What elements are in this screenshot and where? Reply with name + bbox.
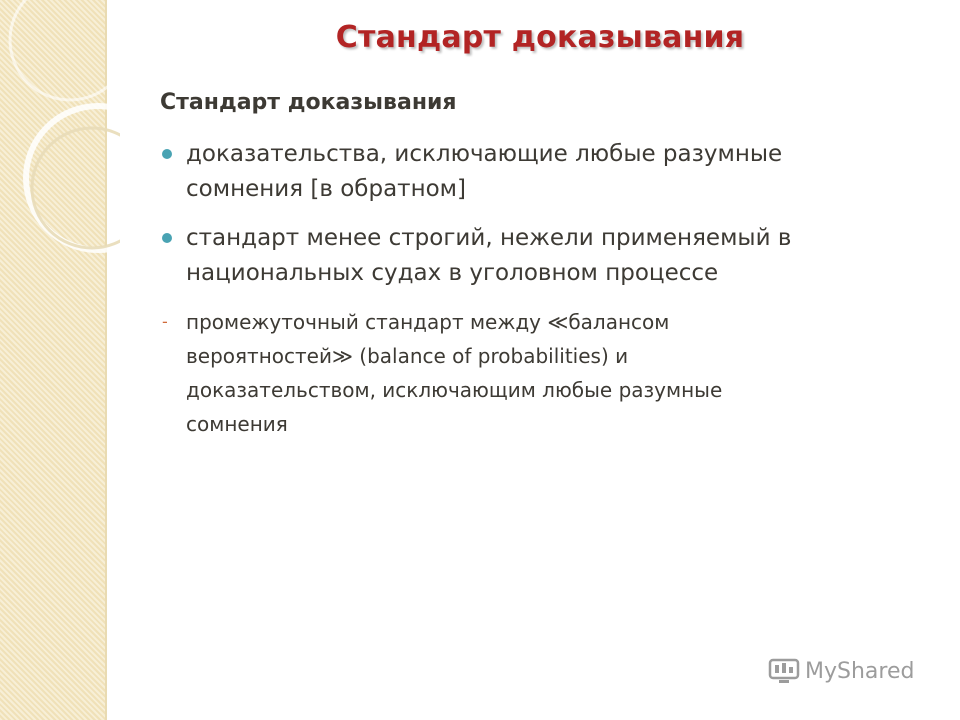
sub-bullet-line: сомнения — [186, 412, 288, 436]
bullet-line: стандарт менее строгий, нежели применяемый в — [186, 225, 792, 251]
bullet-dot-icon — [162, 149, 172, 159]
sub-bullet-line: доказательством, исключающим любые разумные — [186, 378, 723, 402]
bullet-item — [162, 137, 862, 207]
mashared-logo-icon — [767, 656, 801, 686]
slide-title: Стандарт доказывания — [335, 20, 745, 55]
sub-bullet-marker: - — [162, 312, 168, 331]
bullet-line: доказательства, исключающие любые разумные — [186, 141, 783, 167]
watermark-text: MyShared — [805, 658, 915, 684]
bullet-dot-icon — [162, 233, 172, 243]
bullet-item — [162, 221, 862, 291]
sub-bullet-line: вероятностей≫ (balance of probabilities) и — [186, 344, 629, 368]
slide-subtitle: Стандарт доказывания — [160, 90, 457, 115]
bullet-line: сомнения [в обратном] — [186, 176, 467, 202]
sub-bullet-item — [162, 305, 862, 441]
watermark — [767, 656, 914, 686]
sub-bullet-line: промежуточный стандарт между ≪балансом — [186, 310, 670, 334]
bullet-line: национальных судах в уголовном процессе — [186, 260, 719, 286]
